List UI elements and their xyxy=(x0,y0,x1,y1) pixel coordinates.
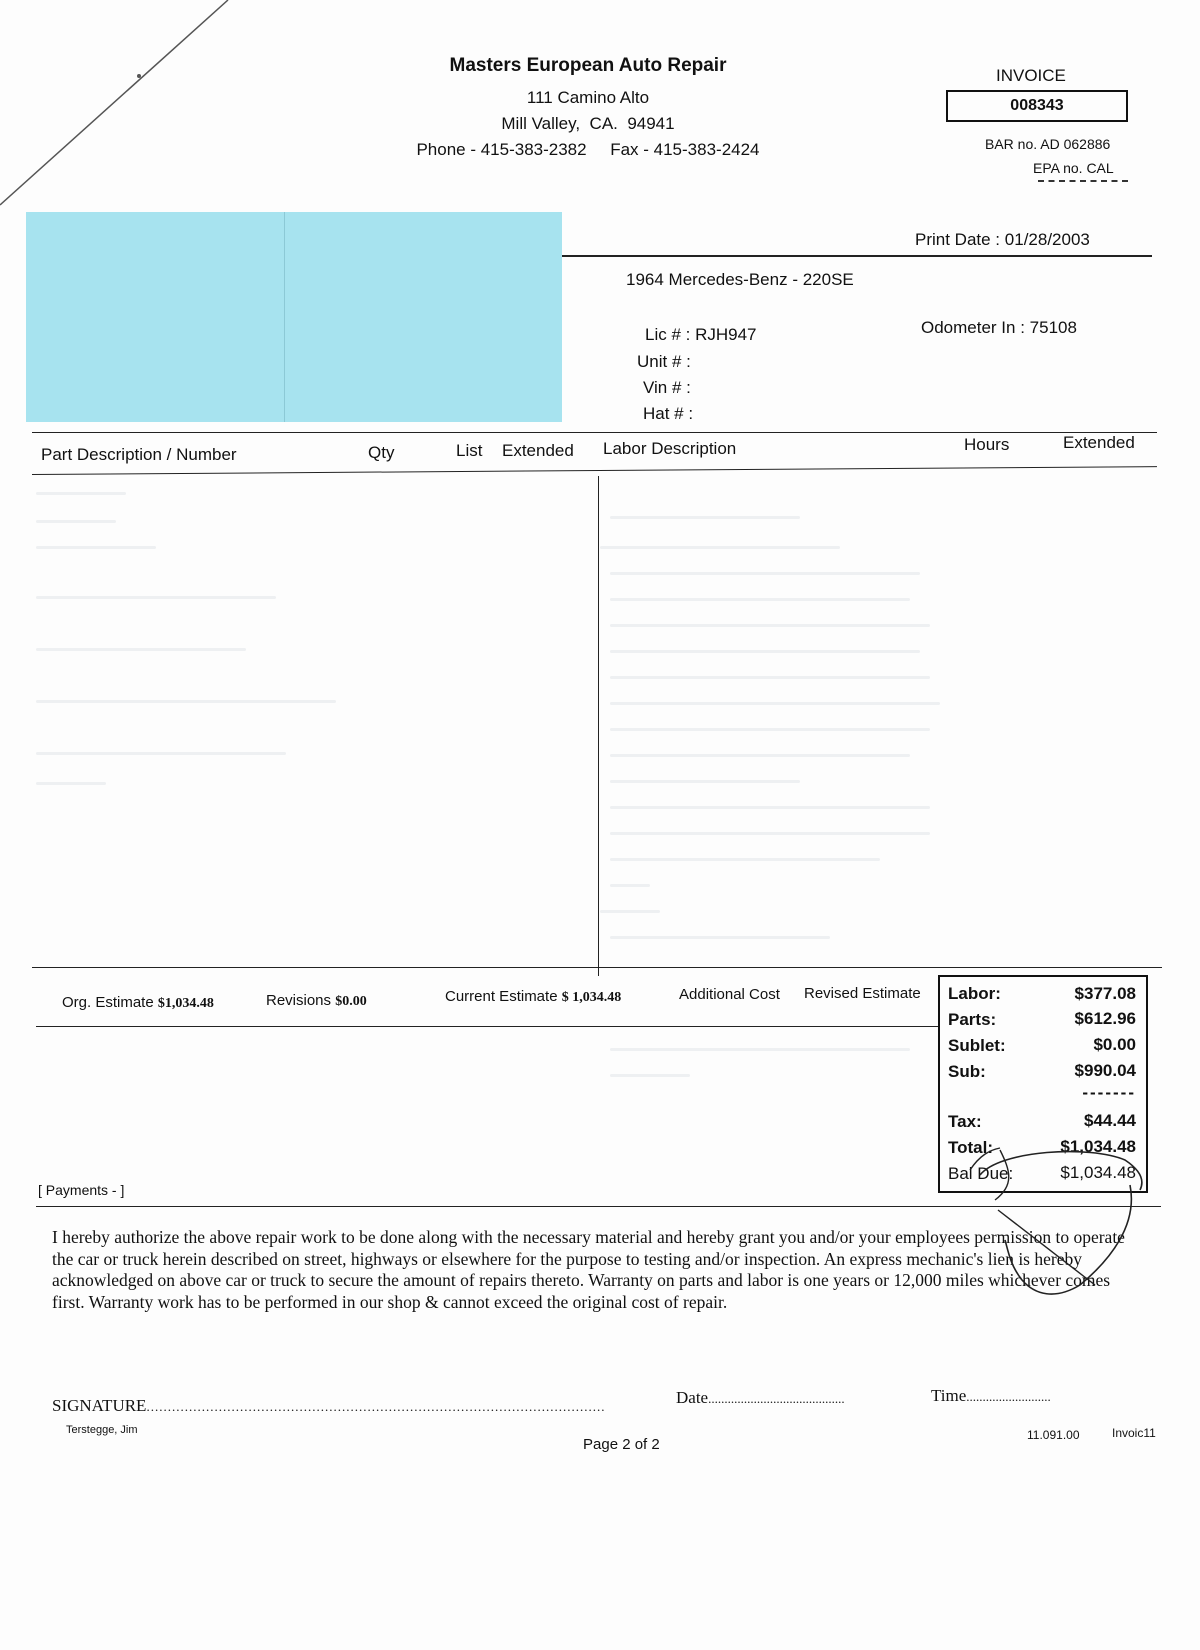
org-estimate-value: $1,034.48 xyxy=(157,996,214,1011)
total-value: $1,034.48 xyxy=(1060,1137,1136,1156)
license-value: RJH947 xyxy=(695,325,757,344)
handwritten-circle-mark xyxy=(960,1125,1180,1345)
unit-label: Unit # : xyxy=(637,352,691,371)
estimate-bottom-rule xyxy=(36,1026,938,1027)
subtotal-separator: ------- xyxy=(1082,1083,1136,1102)
total-label: Total: xyxy=(948,1138,994,1157)
shop-name: Masters European Auto Repair xyxy=(449,55,727,76)
tax-value: $44.44 xyxy=(1084,1111,1136,1130)
table-top-rule xyxy=(32,432,1157,433)
page-number: Page 2 of 2 xyxy=(583,1436,660,1453)
vin-label: Vin # : xyxy=(643,378,691,397)
labor-total-label: Labor: xyxy=(948,984,1001,1003)
date-label: Date xyxy=(676,1388,709,1407)
vehicle-description: 1964 Mercedes-Benz - 220SE xyxy=(626,270,854,289)
license-label: Lic # : xyxy=(645,325,691,344)
additional-cost-label: Additional Cost xyxy=(679,986,780,1003)
time-line[interactable]: .......................... xyxy=(966,1389,1051,1404)
odometer-value: 75108 xyxy=(1029,318,1077,337)
revisions-value: $0.00 xyxy=(335,994,367,1009)
print-date-label: Print Date : xyxy=(915,230,1001,249)
parts-labor-separator xyxy=(598,476,599,976)
tax-label: Tax: xyxy=(948,1112,982,1131)
sublet-label: Sublet: xyxy=(948,1036,1006,1055)
signature-line[interactable]: ............................................................................................................ xyxy=(146,1399,606,1414)
col-list: List xyxy=(456,441,483,460)
redacted-customer-info xyxy=(26,212,562,422)
form-code: 11.091.00 xyxy=(1027,1428,1080,1442)
parts-total-label: Parts: xyxy=(948,1010,997,1029)
current-estimate-label: Current Estimate xyxy=(445,988,558,1005)
payments-label: [ Payments - ] xyxy=(38,1182,125,1198)
org-estimate-label: Org. Estimate xyxy=(62,994,154,1011)
header-divider xyxy=(562,255,1152,257)
invoice-number: 008343 xyxy=(946,90,1128,122)
print-date-value: 01/28/2003 xyxy=(1004,230,1090,249)
balance-due-value: $1,034.48 xyxy=(1060,1163,1136,1182)
revised-estimate-label: Revised Estimate xyxy=(804,985,921,1002)
authorization-text: I hereby authorize the above repair work to be done along with the necessary material and hereby grant you and/or your employees permission to operate the car or truck herein described on street, highways or elsewhere for the purpose to testing and/or inspection. An express mechanic's lien is hereby acknowledged on above car or truck to secure the amount of repairs thereto. Warranty on parts and labor is one years or 12,000 miles whichever comes first. Warranty work has to be performed in our shop & cannot exceed the original cost of repair. xyxy=(52,1227,1125,1312)
hat-label: Hat # : xyxy=(643,404,694,423)
epa-number-cutoff xyxy=(1038,180,1128,182)
table-header-rule xyxy=(32,466,1157,475)
parts-total-value: $612.96 xyxy=(1074,1009,1136,1028)
date-line[interactable]: .......................................... xyxy=(708,1391,845,1406)
bar-number: BAR no. AD 062886 xyxy=(985,136,1111,152)
col-labor-extended: Extended xyxy=(1063,433,1135,452)
revisions-label: Revisions xyxy=(266,992,332,1009)
labor-total-value: $377.08 xyxy=(1074,984,1136,1003)
col-qty: Qty xyxy=(368,443,395,462)
signer-name: Terstegge, Jim xyxy=(66,1424,138,1436)
col-extended: Extended xyxy=(502,441,574,460)
col-part-description: Part Description / Number xyxy=(41,445,237,464)
time-label: Time xyxy=(931,1386,967,1405)
shop-address-line1: 111 Camino Alto xyxy=(526,88,650,107)
col-hours: Hours xyxy=(964,435,1010,454)
invoice-label: INVOICE xyxy=(996,66,1066,85)
shop-address-line2: Mill Valley, CA. 94941 xyxy=(501,114,675,133)
subtotal-value: $990.04 xyxy=(1074,1061,1136,1080)
balance-due-label: Bal Due: xyxy=(948,1164,1014,1183)
odometer-label: Odometer In : xyxy=(921,318,1025,337)
form-name: Invoic11 xyxy=(1112,1426,1156,1440)
epa-number: EPA no. CAL xyxy=(1033,160,1114,176)
col-labor-description: Labor Description xyxy=(603,439,737,458)
signature-label: SIGNATURE xyxy=(52,1396,147,1415)
shop-phone-fax: Phone - 415-383-2382 Fax - 415-383-2424 xyxy=(416,140,760,159)
estimate-top-rule xyxy=(32,967,1162,968)
subtotal-label: Sub: xyxy=(948,1062,986,1081)
current-estimate-value: $ 1,034.48 xyxy=(561,990,622,1005)
sublet-value: $0.00 xyxy=(1093,1035,1136,1054)
